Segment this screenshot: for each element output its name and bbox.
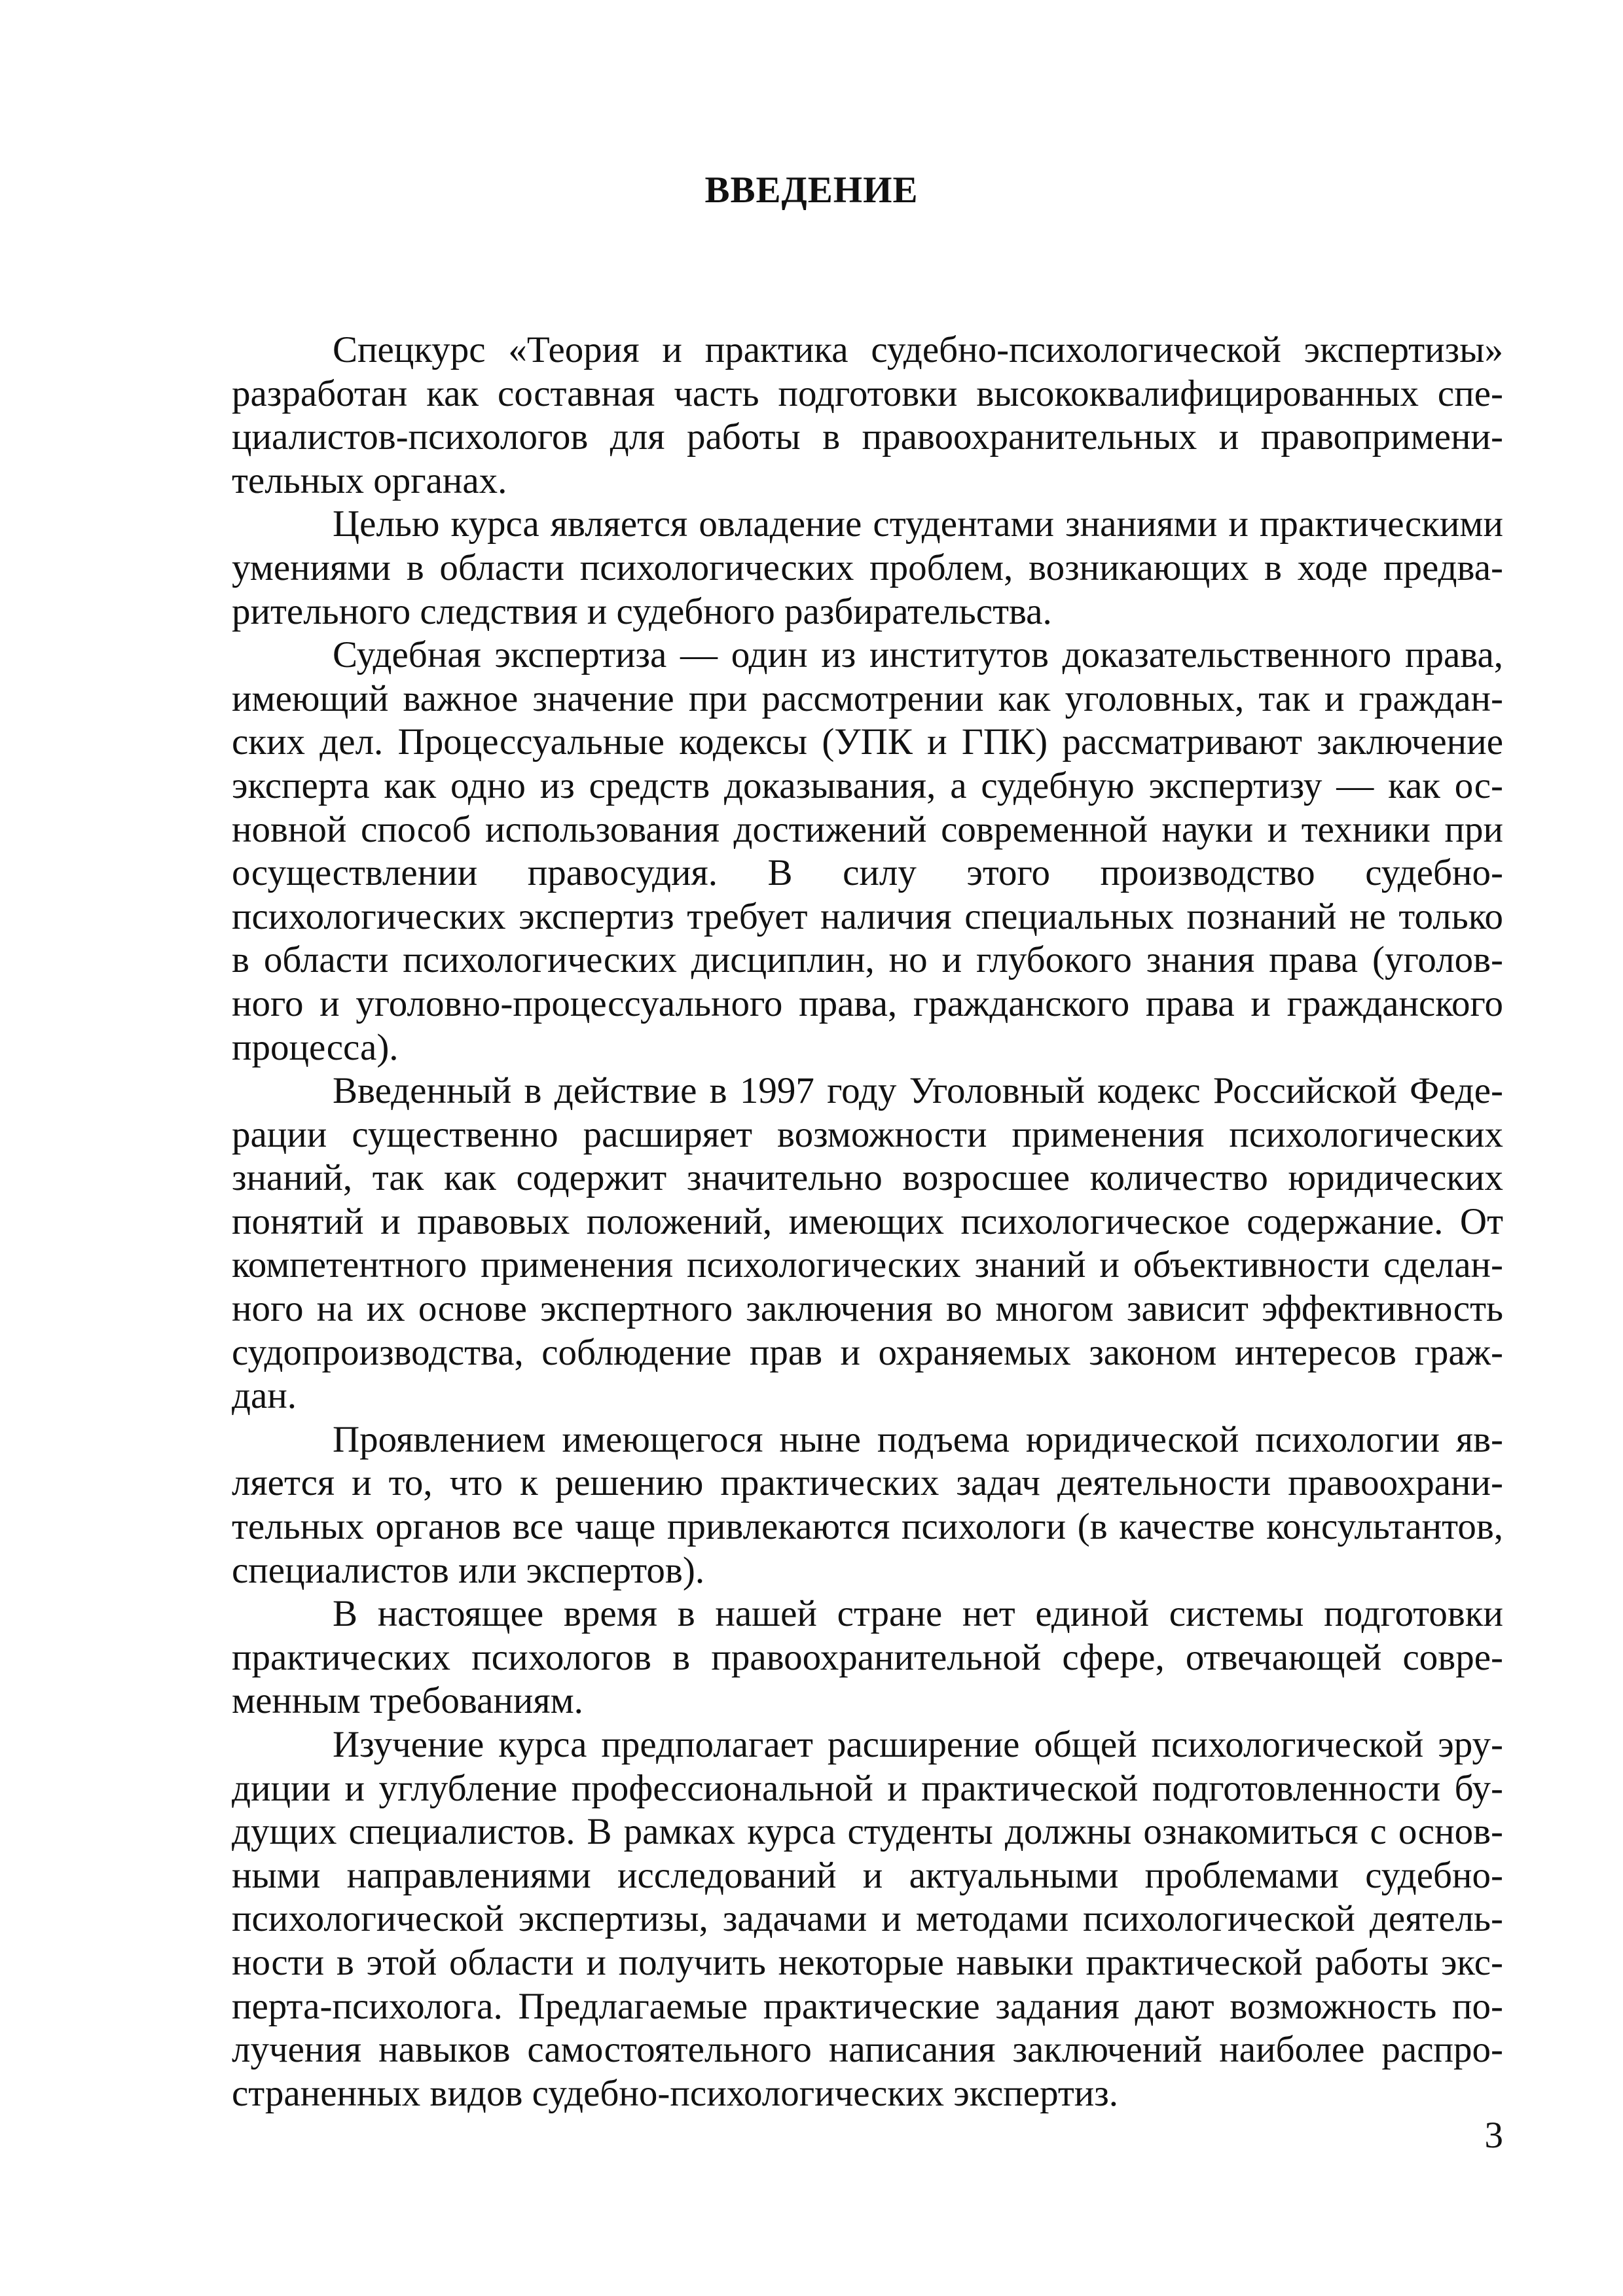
text-line: Судебная экспертиза — один из институтов доказательственного права, bbox=[333, 634, 1503, 676]
text-line: менным требованиям. bbox=[232, 1680, 583, 1722]
body-text bbox=[232, 329, 1503, 2115]
text-line: осуществлении правосудия. В силу этого производство судебно- bbox=[232, 852, 1503, 894]
text-line: рации существенно расширяет возможности применения психологических bbox=[232, 1113, 1503, 1155]
text-line: психологических экспертиз требует наличия специальных познаний не только bbox=[232, 895, 1503, 937]
text-line: имеющий важное значение при рассмотрении как уголовных, так и граждан- bbox=[232, 677, 1503, 719]
text-line: разработан как составная часть подготовки высококвалифицированных спе- bbox=[232, 372, 1503, 414]
text-line: циалистов-психологов для работы в правоохранительных и правопримени- bbox=[232, 416, 1503, 458]
text-line: в области психологических дисциплин, но и глубокого знания права (уголов- bbox=[232, 939, 1503, 981]
text-line: ляется и то, что к решению практических задач деятельности правоохрани- bbox=[232, 1462, 1503, 1504]
text-line: рительного следствия и судебного разбирательства. bbox=[232, 590, 1052, 632]
text-line: дущих специалистов. В рамках курса студенты должны ознакомиться с основ- bbox=[232, 1811, 1503, 1853]
text-line: Введенный в действие в 1997 году Уголовный кодекс Российской Феде- bbox=[333, 1070, 1503, 1112]
text-line: ности в этой области и получить некоторые навыки практической работы экс- bbox=[232, 1941, 1503, 1983]
paragraph bbox=[232, 1723, 1503, 2115]
paragraph bbox=[232, 329, 1503, 503]
text-line: компетентного применения психологических знаний и объективности сделан- bbox=[232, 1244, 1503, 1286]
text-line: Проявлением имеющегося ныне подъема юридической психологии яв- bbox=[333, 1418, 1503, 1460]
text-line: эксперта как одно из средств доказывания, а судебную экспертизу — как ос- bbox=[232, 764, 1503, 806]
text-line: психологической экспертизы, задачами и методами психологической деятель- bbox=[232, 1898, 1503, 1940]
text-line: умениями в области психологических проблем, возникающих в ходе предва- bbox=[232, 547, 1503, 588]
text-line: знаний, так как содержит значительно возросшее количество юридических bbox=[232, 1157, 1503, 1199]
text-line: Спецкурс «Теория и практика судебно-психологической экспертизы» bbox=[333, 329, 1503, 370]
page-number: 3 bbox=[1484, 2115, 1503, 2156]
text-line: перта-психолога. Предлагаемые практические задания дают возможность по- bbox=[232, 1985, 1503, 2027]
text-line: В настоящее время в нашей стране нет единой системы подготовки bbox=[333, 1593, 1503, 1635]
paragraph bbox=[232, 1592, 1503, 1723]
text-line: тельных органах. bbox=[232, 459, 507, 501]
text-line: судопроизводства, соблюдение прав и охраняемых законом интересов граж- bbox=[232, 1331, 1503, 1373]
text-line: практических психологов в правоохранительной сфере, отвечающей совре- bbox=[232, 1636, 1503, 1678]
text-line: ными направлениями исследований и актуальными проблемами судебно- bbox=[232, 1854, 1503, 1896]
text-line: лучения навыков самостоятельного написания заключений наиболее распро- bbox=[232, 2029, 1503, 2071]
text-line: ских дел. Процессуальные кодексы (УПК и ГПК) рассматривают заключение bbox=[232, 721, 1503, 763]
paragraph bbox=[232, 634, 1503, 1069]
text-line: процесса). bbox=[232, 1026, 399, 1068]
text-line: новной способ использования достижений современной науки и техники при bbox=[232, 808, 1503, 850]
text-line: ного на их основе экспертного заключения во многом зависит эффективность bbox=[232, 1288, 1503, 1330]
text-line: страненных видов судебно-психологических экспертиз. bbox=[232, 2072, 1119, 2114]
text-line: диции и углубление профессиональной и практической подготовленности бу- bbox=[232, 1767, 1503, 1809]
text-line: дан. bbox=[232, 1375, 297, 1417]
text-line: тельных органов все чаще привлекаются психологи (в качестве консультантов, bbox=[232, 1506, 1503, 1548]
text-line: специалистов или экспертов). bbox=[232, 1549, 705, 1591]
paragraph bbox=[232, 1069, 1503, 1418]
text-line: ного и уголовно-процессуального права, гражданского права и гражданского bbox=[232, 982, 1503, 1024]
text-line: Целью курса является овладение студентами знаниями и практическими bbox=[333, 503, 1503, 545]
paragraph bbox=[232, 1418, 1503, 1592]
page-title: ВВЕДЕНИЕ bbox=[704, 170, 919, 211]
text-line: Изучение курса предполагает расширение общей психологической эру- bbox=[333, 1724, 1503, 1765]
text-line: понятий и правовых положений, имеющих психологическое содержание. От bbox=[232, 1200, 1503, 1242]
paragraph bbox=[232, 503, 1503, 634]
